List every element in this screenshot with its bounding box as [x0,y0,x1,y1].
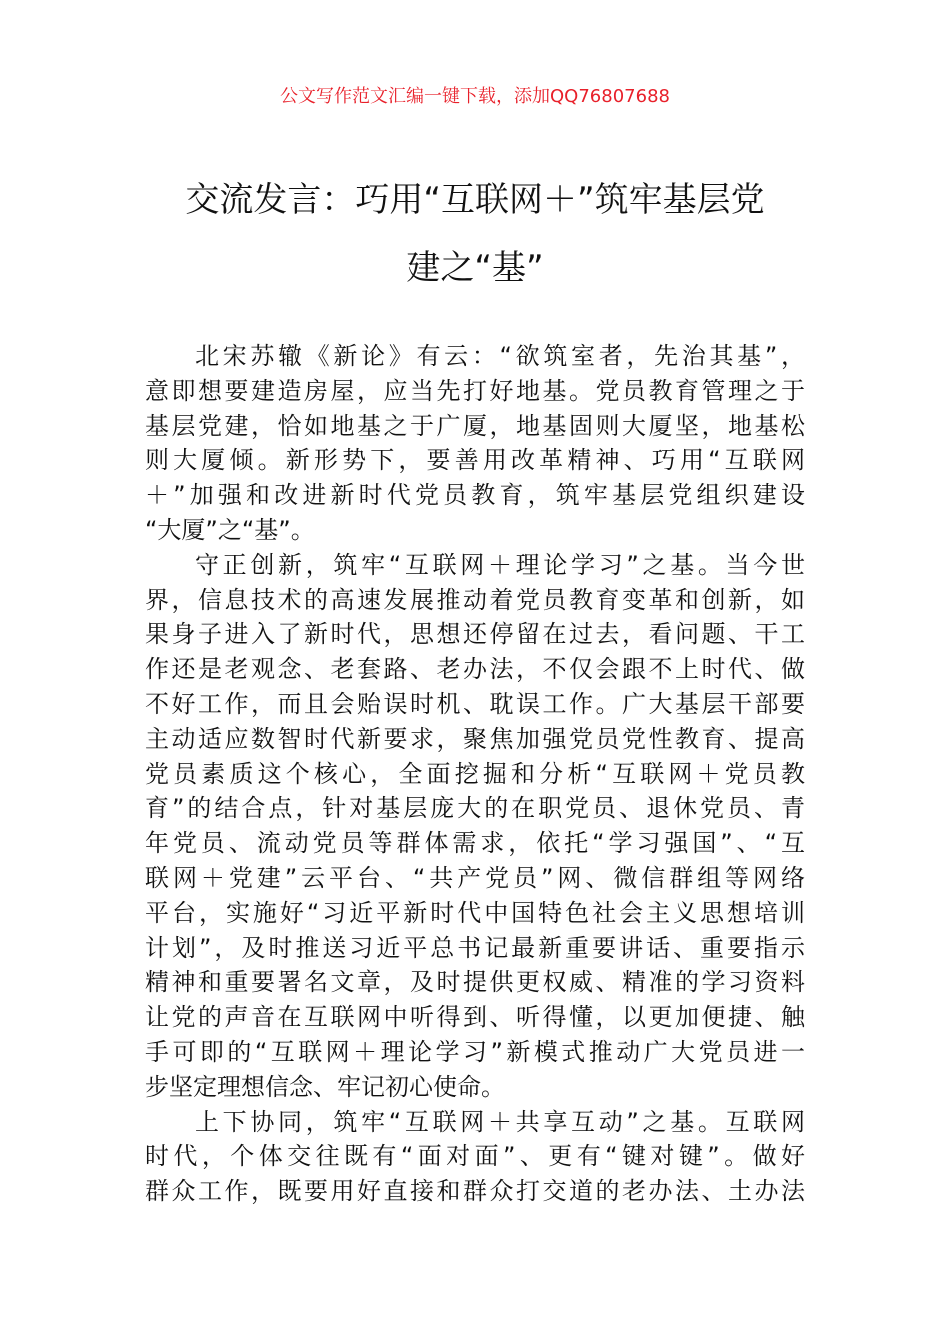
text-line: 手可即的“互联网＋理论学习”新模式推动广大党员进一 [145,1037,805,1066]
text-line: 年党员、流动党员等群体需求，依托“学习强国”、“互 [145,829,805,858]
document-body [145,339,805,1209]
text-line: 作还是老观念、老套路、老办法，不仅会跟不上时代、做 [145,655,805,684]
text-line: 步坚定理想信念、牢记初心使命。 [145,1072,505,1101]
text-line: 守正创新，筑牢“互联网＋理论学习”之基。当今世 [195,550,805,579]
text-line: ＋”加强和改进新时代党员教育，筑牢基层党组织建设 [145,481,805,510]
paragraph [145,548,805,1105]
text-line: 则大厦倾。新形势下，要善用改革精神、巧用“互联网 [145,446,805,475]
text-line: 主动适应数智时代新要求，聚焦加强党员党性教育、提高 [145,724,805,753]
text-line: “大厦”之“基”。 [145,515,315,544]
header-note: 公文写作范文汇编一键下载，添加QQ76807688 [280,86,670,107]
text-line: 计划”，及时推送习近平总书记最新重要讲话、重要指示 [145,933,805,962]
paragraph [145,1105,805,1209]
text-line: 时代，个体交往既有“面对面”、更有“键对键”。做好 [145,1142,805,1171]
text-line: 北宋苏辙《新论》有云：“欲筑室者，先治其基”， [195,342,805,370]
text-line: 党员素质这个核心，全面挖掘和分析“互联网＋党员教 [145,759,805,788]
document-title-line-2: 建之“基” [406,248,544,288]
text-line: 让党的声音在互联网中听得到、听得懂，以更加便捷、触 [145,1003,805,1032]
document-title-line-1: 交流发言：巧用“互联网＋”筑牢基层党 [185,180,765,220]
text-line: 平台，实施好“习近平新时代中国特色社会主义思想培训 [145,898,805,927]
text-line: 果身子进入了新时代，思想还停留在过去，看问题、干工 [145,620,805,649]
text-line: 联网＋党建”云平台、“共产党员”网、微信群组等网络 [145,863,805,892]
text-line: 不好工作，而且会贻误时机、耽误工作。广大基层干部要 [145,689,805,718]
text-line: 群众工作，既要用好直接和群众打交道的老办法、土办法 [145,1177,805,1206]
text-line: 基层党建，恰如地基之于广厦，地基固则大厦坚，地基松 [145,411,805,440]
text-line: 精神和重要署名文章，及时提供更权威、精准的学习资料 [145,968,805,997]
text-line: 意即想要建造房屋，应当先打好地基。党员教育管理之于 [145,376,805,405]
text-line: 界，信息技术的高速发展推动着党员教育变革和创新，如 [145,585,805,614]
text-line: 上下协同，筑牢“互联网＋共享互动”之基。互联网 [195,1107,805,1136]
text-line: 育”的结合点，针对基层庞大的在职党员、退休党员、青 [145,794,805,823]
paragraph [145,339,805,548]
